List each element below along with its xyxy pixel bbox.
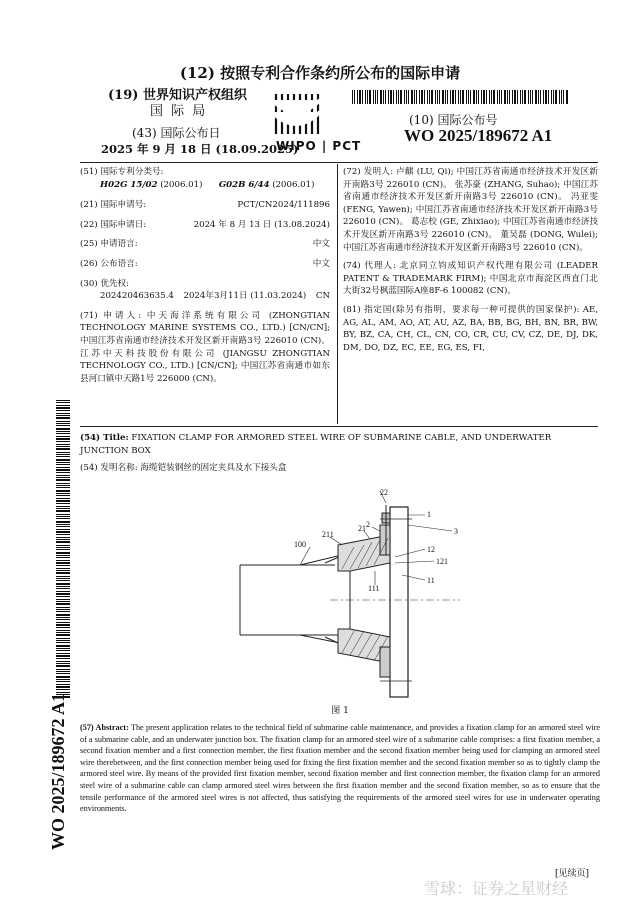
barcode-bar xyxy=(359,90,361,104)
barcode-bar xyxy=(491,90,492,104)
barcode-bar xyxy=(56,421,70,422)
barcode-bar xyxy=(56,462,70,463)
barcode-bar xyxy=(419,90,420,104)
wipo-emblem-icon xyxy=(270,90,322,138)
title-chinese xyxy=(80,462,600,475)
field-72-label: (72) 发明人: xyxy=(343,167,394,177)
barcode-bar xyxy=(56,534,70,535)
barcode-bar xyxy=(383,90,384,104)
barcode-bar xyxy=(473,90,475,104)
barcode-bar xyxy=(56,407,70,409)
barcode-bar xyxy=(56,456,70,457)
priority-number: 202420463635.4 xyxy=(100,291,174,302)
barcode-bar xyxy=(56,428,70,430)
header-divider xyxy=(80,162,598,163)
field-74-label: (74) 代理人: xyxy=(343,261,397,272)
watermark-text: 雪球：证券之星财经 xyxy=(424,879,569,898)
designated-states-text: (除另有指明，要求每一种可提供的国家保护): AE, AG, AL, AM, AO, AT, AU, AZ, BA, BB, BG, BH, BN, BR, BW, BY, BZ, CA, CH, CL, CN, CO, CR, CU, CV, CZ, DE, DJ, DK, DM, DO, DZ, EC, EE, EG, ES, FI, xyxy=(343,304,599,353)
fig-label-12: 12 xyxy=(427,545,435,554)
barcode-bar xyxy=(56,521,70,523)
barcode-bar xyxy=(563,90,564,104)
barcode-bar xyxy=(501,90,502,104)
barcode-bar xyxy=(431,90,433,104)
ipc-date-2: (2006.01) xyxy=(272,179,315,190)
barcode-bar xyxy=(424,90,425,104)
barcode-bar xyxy=(486,90,487,104)
barcode-bar xyxy=(56,431,70,432)
barcode-bar xyxy=(365,90,366,104)
barcode-bar xyxy=(56,541,70,543)
pub-date: 2025 年 9 月 18 日 (18.09.2025) xyxy=(101,142,299,156)
agent-text: 北京同立钧成知识产权代理有限公司 (LEADER PATENT & TRADEMARK FIRM); 中国北京市海淀区西直门北大街32号枫蓝国际A座8F-6 100082 (CN)。 xyxy=(343,261,598,297)
barcode-bar xyxy=(493,90,495,104)
barcode-bar xyxy=(56,498,70,499)
barcode-bar xyxy=(56,539,70,540)
barcode-bar xyxy=(555,90,557,104)
barcode-bar xyxy=(393,90,394,104)
barcode-bar xyxy=(377,90,378,104)
fig-label-1: 1 xyxy=(427,510,431,519)
barcode-bar xyxy=(56,518,70,519)
barcode-bar xyxy=(507,90,508,104)
barcode-bar xyxy=(411,90,413,104)
side-pub-number: WO 2025/189672 A1 xyxy=(48,692,68,850)
barcode-bar xyxy=(380,90,382,104)
barcode-bar xyxy=(56,506,70,507)
barcode-bar xyxy=(56,446,70,447)
barcode-bar xyxy=(522,90,523,104)
field-51-label: (51) 国际专利分类号: xyxy=(80,167,164,177)
barcode-bar xyxy=(530,90,531,104)
field-51-values xyxy=(80,179,330,192)
barcode-bar xyxy=(543,90,544,104)
barcode-bar xyxy=(56,415,70,416)
wipo-pct-logo: WIPO | PCT xyxy=(276,139,362,153)
barcode-bar xyxy=(56,417,70,419)
barcode-bar xyxy=(404,90,405,104)
barcode-bar xyxy=(528,90,529,104)
ipc-code-1: H02G 15/02 xyxy=(100,179,158,190)
barcode-bar xyxy=(56,526,70,527)
barcode-bar xyxy=(56,500,70,502)
barcode-bar xyxy=(56,503,70,504)
barcode-bar xyxy=(56,487,70,488)
fig-label-22: 22 xyxy=(380,488,388,497)
barcode-bar xyxy=(56,472,70,473)
barcode-bar xyxy=(476,90,477,104)
barcode-bar xyxy=(56,475,70,476)
fig-label-211: 211 xyxy=(322,530,334,539)
barcode-bar xyxy=(56,448,70,450)
field-25-label: (25) 申请语言: xyxy=(80,239,138,250)
barcode-bar xyxy=(56,436,70,437)
barcode-bar xyxy=(56,483,70,484)
barcode-bar xyxy=(56,537,70,538)
fig-label-2: 2 xyxy=(366,520,370,529)
barcode-bar xyxy=(56,423,70,424)
barcode-bar xyxy=(540,90,541,104)
barcode-bar xyxy=(362,90,363,104)
barcode-bar xyxy=(442,90,444,104)
barcode-bar xyxy=(512,90,513,104)
barcode-bar xyxy=(367,90,368,104)
barcode-bar xyxy=(517,90,518,104)
barcode-bar xyxy=(445,90,446,104)
inventors-text: 卢麒 (LU, Qi); 中国江苏省南通市经济技术开发区新开南路3号 226010 (CN)。 张苏豪 (ZHANG, Suhao); 中国江苏省南通市经济技术开发区新开南路3号 226010 (CN)。 冯亚雯 (FENG, Yawen); 中国江苏省南通市经济技术开发区新开南路3号 226010 (CN)。 葛志校 (GE, Zhixiao); 中国江苏省南通市经济技术开发区新开南路3号 226010 (CN)。 董吴磊 (DONG, Wulei); 中国江苏省南通市经济技术开发区新开南路3号 226010 (CN)。 xyxy=(343,167,598,253)
title-divider xyxy=(80,426,598,427)
field-26-label: (26) 公布语言: xyxy=(80,258,138,269)
fig-label-11: 11 xyxy=(427,576,435,585)
ipc-date-1: (2006.01) xyxy=(160,179,203,190)
barcode-bar xyxy=(466,90,467,104)
barcode-bar xyxy=(535,90,537,104)
title-cn-text: 海缆铠装钢丝的固定夹具及水下接头盒 xyxy=(140,463,287,473)
barcode-bar xyxy=(483,90,485,104)
barcode-bar xyxy=(56,454,70,455)
barcode-bar xyxy=(357,90,358,104)
fig-label-121: 121 xyxy=(436,557,448,566)
barcode-bar xyxy=(56,495,70,496)
barcode-bar xyxy=(462,90,464,104)
barcode-bar xyxy=(56,413,70,414)
field-81-label: (81) 指定国 xyxy=(343,304,393,315)
barcode-bar xyxy=(450,90,451,104)
barcode-bar xyxy=(56,438,70,440)
field-21-label: (21) 国际申请号: xyxy=(80,200,147,211)
barcode-bar xyxy=(566,90,568,104)
barcode-bar xyxy=(388,90,389,104)
barcode-bar xyxy=(56,441,70,442)
priority-country: CN xyxy=(315,291,330,302)
barcode-bar xyxy=(452,90,454,104)
field-74 xyxy=(343,260,598,298)
barcode-bar xyxy=(561,90,562,104)
barcode-bar xyxy=(437,90,438,104)
barcode-bar xyxy=(373,90,374,104)
title-en-label: (54) Title: xyxy=(80,433,129,443)
field-71-label: (71) 申请人: xyxy=(80,310,142,321)
barcode-bar xyxy=(56,514,70,515)
barcode-bar xyxy=(56,531,70,533)
field-22-label: (22) 国际申请日: xyxy=(80,219,147,230)
field-22-value: 2024 年 8 月 13 日 (13.08.2024) xyxy=(193,219,330,230)
barcode-bar xyxy=(520,90,521,104)
fig-label-100: 100 xyxy=(294,540,306,549)
field-72 xyxy=(343,166,598,254)
barcode-bar xyxy=(56,405,70,406)
field-71 xyxy=(80,310,330,386)
applicants-text: 中天海洋系统有限公司 (ZHONGTIAN TECHNOLOGY MARINE SYSTEMS CO., LTD.) [CN/CN]; 中国江苏省南通市经济技术开发区新开南路3号 226010 (CN)。 江苏中天科技股份有限公司 (JIANGSU ZHONGTIAN TECHNOLOGY CO., LTD.) [CN/CN]; 中国江苏省南通市如东县河口镇中天路1号 226000 (CN)。 xyxy=(80,310,330,384)
abstract xyxy=(80,722,600,815)
barcode-bar xyxy=(429,90,430,104)
barcode-bar xyxy=(56,545,70,546)
pub-number: WO 2025/189672 A1 xyxy=(404,126,553,145)
patent-drawing xyxy=(230,485,470,705)
header-barcode xyxy=(352,90,568,104)
barcode-bar xyxy=(56,410,70,411)
barcode-bar xyxy=(56,433,70,434)
barcode-bar xyxy=(385,90,386,104)
barcode-bar xyxy=(458,90,459,104)
barcode-bar xyxy=(551,90,552,104)
field-22 xyxy=(80,219,330,232)
barcode-bar xyxy=(56,477,70,478)
barcode-bar xyxy=(435,90,436,104)
barcode-bar xyxy=(56,425,70,426)
barcode-bar xyxy=(499,90,500,104)
barcode-bar xyxy=(390,90,392,104)
barcode-bar xyxy=(56,516,70,517)
bureau-name: 国 际 局 xyxy=(150,104,208,119)
barcode-bar xyxy=(421,90,423,104)
barcode-bar xyxy=(56,490,70,492)
biblio-left xyxy=(80,166,330,385)
barcode-bar xyxy=(524,90,526,104)
title-english xyxy=(80,432,600,457)
barcode-bar xyxy=(56,464,70,465)
barcode-bar xyxy=(56,467,70,468)
document-type-heading: (12) 按照专利合作条约所公布的国际申请 xyxy=(179,64,461,82)
barcode-bar xyxy=(504,90,506,104)
ipc-code-2: G02B 6/44 xyxy=(218,179,270,190)
barcode-bar xyxy=(455,90,456,104)
barcode-bar xyxy=(489,90,490,104)
field-21-value: PCT/CN2024/111896 xyxy=(237,200,330,211)
barcode-bar xyxy=(396,90,397,104)
field-30-values xyxy=(80,290,330,303)
barcode-bar xyxy=(470,90,471,104)
column-divider xyxy=(337,164,338,424)
barcode-bar xyxy=(545,90,547,104)
field-21 xyxy=(80,199,330,212)
barcode-bar xyxy=(406,90,407,104)
barcode-bar xyxy=(56,485,70,486)
barcode-bar xyxy=(375,90,376,104)
barcode-bar xyxy=(352,90,353,104)
barcode-bar xyxy=(354,90,355,104)
barcode-bar xyxy=(439,90,440,104)
title-en-text: FIXATION CLAMP FOR ARMORED STEEL WIRE OF SUBMARINE CABLE, AND UNDERWATER JUNCTION BOX xyxy=(80,433,552,456)
field-30-label: (30) 优先权: xyxy=(80,278,130,289)
barcode-bar xyxy=(56,529,70,530)
barcode-bar xyxy=(481,90,482,104)
title-cn-label: (54) 发明名称: xyxy=(80,463,138,473)
barcode-bar xyxy=(416,90,417,104)
barcode-bar xyxy=(398,90,399,104)
figure-caption: 图 1 xyxy=(331,706,349,716)
barcode-bar xyxy=(56,402,70,403)
barcode-bar xyxy=(56,469,70,471)
barcode-bar xyxy=(553,90,554,104)
barcode-bar xyxy=(56,400,70,401)
barcode-bar xyxy=(56,452,70,453)
barcode-bar xyxy=(369,90,371,104)
abstract-label: (57) Abstract: xyxy=(80,723,129,732)
fig-label-111: 111 xyxy=(368,584,380,593)
barcode-bar xyxy=(56,524,70,525)
field-25-value: 中文 xyxy=(312,239,330,250)
barcode-bar xyxy=(56,479,70,481)
barcode-bar xyxy=(532,90,533,104)
barcode-bar xyxy=(460,90,461,104)
barcode-bar xyxy=(509,90,510,104)
barcode-bar xyxy=(56,547,70,548)
priority-date: 2024年3月11日 (11.03.2024) xyxy=(183,291,307,302)
barcode-bar xyxy=(427,90,428,104)
barcode-bar xyxy=(468,90,469,104)
barcode-bar xyxy=(408,90,409,104)
barcode-bar xyxy=(548,90,549,104)
field-25 xyxy=(80,238,330,251)
field-81 xyxy=(343,304,598,354)
abstract-text: The present application relates to the technical field of submarine cable maintenance, and provides a fixation clamp for an armored steel wire of a submarine cable, and an underwater junction box. The fixation clamp for an armored steel wire of a submarine cable comprises: a first fixation member, a second fixation member and a first connection member, the first fixation member and the second fixation member being used for clamping an armored steel wire therebetween, and the first connection member being used for fixing the first fixation member and the second fixation member so as to tightly clamp the armored steel wire. By means of the provided first fixation member, second fixation member and first connection member, the fixation clamp for an armored steel wire of a submarine cable can clamp armored steel wires between the first fixation member and the second fixation member, so as to ensure that the tensile performance of the armored steel wires is not affected, thus satisfying the requirements of the armored steel wires for use in underwater operating environments. xyxy=(80,723,601,814)
pub-date-label: (43) 国际公布日 xyxy=(132,126,221,140)
barcode-bar xyxy=(56,444,70,445)
org-name: 世界知识产权组织 xyxy=(142,88,247,103)
barcode-bar xyxy=(497,90,498,104)
fig-label-3: 3 xyxy=(454,527,458,536)
barcode-bar xyxy=(56,510,70,512)
barcode-bar xyxy=(56,508,70,509)
field-26-value: 中文 xyxy=(312,258,330,269)
barcode-bar xyxy=(447,90,448,104)
barcode-bar xyxy=(478,90,479,104)
barcode-bar xyxy=(400,90,402,104)
field-26 xyxy=(80,258,330,271)
barcode-bar xyxy=(56,459,70,461)
pub-number-label: (10) 国际公布号 xyxy=(409,113,498,127)
barcode-bar xyxy=(514,90,516,104)
fig-label-21: 21 xyxy=(358,524,366,533)
continued-note: [见续页] xyxy=(555,869,590,879)
barcode-bar xyxy=(56,493,70,494)
barcode-bar xyxy=(559,90,560,104)
biblio-right xyxy=(343,166,598,354)
barcode-bar xyxy=(538,90,539,104)
barcode-bar xyxy=(414,90,415,104)
org-code: (19) xyxy=(108,88,139,103)
